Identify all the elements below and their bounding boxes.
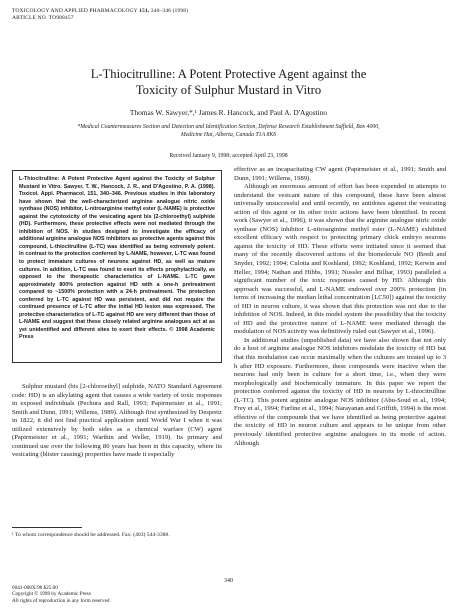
copyright-line: Copyright © 1998 by Academic Press (12, 591, 91, 598)
body-paragraph: In additional studies (unpublished data) we have also shown that not only do a host of arginine analogue NOS inhibitors modulate the toxicity of HD but that this modulation can occur maximally when the cultures are treated up to 3 h after HD exposure. Furthermore, these compounds were inactive when the neurons had only been in culture for a short time, i.e., when they were morphologically and biochemically immature. In this paper we report the protection conferred against the toxicity of HD in neurons by L-thiocitrulline (L-TC). This potent arginine analogue NOS inhibitor (Abu-Soud et al., 1994; Frey et al., 1994; Furfine et al., 1994; Narayanan and Griffith, 1994) is the most effective of the compounds that we have identified as being protective against the toxicity of HD in neuron culture and appears to be unique from other previously identified protective arginine analogues in its mode of action. Although (234, 336, 446, 447)
body-paragraph: Sulphur mustard (bis [2-chloroethyl] sulphide, NATO Standard Agreement code: HD) is an alkylating agent that causes a wide variety of toxic responses in exposed individuals (Pechura and Rall, 1993; Papirmeister et al., 1991; Smith and Dunn, 1991; Willems, 1989). Although first synthesized by Despretz in 1822, it did not find practical application until World War I when it was utilized extensively by both sides as a chemical warfare (CW) agent (Papirmeister et al., 1991; Warthin and Weller, 1919). Its primary and continued use over the following 80 years has been in this capacity, where its vesicating (blister causing) properties have made it especially (12, 383, 222, 459)
journal-volume: 151, (139, 8, 150, 14)
issn-price: 0041-008X/98 $25.00 (12, 585, 58, 591)
journal-pages: 340–346 (1998) (150, 8, 189, 14)
abstract-text: L-Thiocitrulline: A Potent Protective Agent against the Toxicity of Sulphur Mustard in Vitro. Sawyer, T. W., Hancock, J. R., and D'Agostino, P. A. (1998). Toxicol. Appl. Pharmacol. 151, 340–346. Previous studies in this laboratory have shown that the well-characterized arginine analogue nitric oxide synthase (NOS) inhibitor, L-nitroarginine methyl ester (L-NAME) is protective against the cytotoxicity of the vesicating agent bis (2-chloroethyl) sulphide (HD). Furthermore, these protective effects were not mediated through the inhibition of NOS. In studies designed to investigate the efficacy of additional arginine analogue NOS inhibitors as protective agents against this compound, L-thiocitrulline (L-TC) was identified as being extremely potent. In contrast to the protection conferred by L-NAME, however, L-TC was found to protect immature cultures of neurons against HD, as well as mature cultures. In addition, L-TC was found to exert its effects prophylactically, as opposed to the therapeutic characteristics of L-NAME. L-TC gave approximately 800% protection against HD with a one-h pretreatment compared to ~1500% protection with a 24-h pretreatment. The protection conferred by L-TC against HD was persistent, and did not require the continued presence of L-TC after the initial HD lesion was expressed. The protective characteristics of L-TC against HD are very different than those of L-NAME and suggest that these closely related arginine analogues act at as yet unidentified and different sites to exert their effects. © 1998 Academic Press (19, 176, 215, 341)
abstract-box (12, 170, 222, 363)
footnote-rule (12, 527, 82, 528)
copyright-block (12, 585, 111, 604)
title-line-2: Toxicity of Sulphur Mustard in Vitro (135, 83, 322, 97)
article-number: ARTICLE NO. TO988457 (12, 15, 74, 22)
affiliation-line-2: Medicine Hat, Alberta, Canada T1A 8K6 (180, 132, 277, 138)
left-column (12, 383, 222, 460)
title-line-1: L-Thiocitrulline: A Potent Protective Agent against the (90, 67, 367, 81)
body-paragraph: Although an enormous amount of effort has been expended in attempts to understand the vesicant nature of this compound, these have been almost universally unsuccessful and until recently, no antidotes against the vesicating action of this agent or its other toxic actions have been identified. In recent work (Sawyer et al., 1996), it was shown that the arginine analogue nitric oxide synthase (NOS) inhibitor L-nitroarginine methyl ester (L-NAME) exhibited excellent efficacy with respect to protecting primary chick embryo neurons against the toxicity of HD. These efforts were initiated since it seemed that many of the recently discovered actions of the biomolecule NO (Bredt and Snyder, 1992; 1994; Culotta and Koshland, 1992; Koshland, 1992; Kerwin and Heller, 1994; Nathan and Hibbs, 1991; Nussler and Billiar, 1993) paralleled a significant number of the toxic responses caused by HD. Although this approach was successful, and L-NAME endowed over 200% protection (in terms of increasing the median lethal concentration [LC50]) against the toxicity of HD in neuron culture, it was shown that this protection was not due to the inhibition of NOS. Indeed, in this model system the possibility that the toxicity of HD and the protective nature of L-NAME were mediated through the modulation of NOS activity was definitively ruled out (Sawyer et al., 1996). (234, 183, 446, 336)
affiliation (20, 123, 437, 139)
authors: Thomas W. Sawyer,*,¹ James R. Hancock, and Paul A. D'Agostino (129, 108, 328, 117)
page-number: 340 (224, 578, 233, 584)
received-dates: Received January 9, 1998; accepted April 23, 1998 (169, 153, 288, 159)
journal-name: TOXICOLOGY AND APPLIED PHARMACOLOGY (12, 8, 138, 14)
rights-line: All rights of reproduction in any form reserved. (12, 597, 111, 604)
running-header (12, 8, 188, 22)
affiliation-line-1: *Medical Countermeasures Section and Detection and Identification Section, Defense Research Establishment Suffield, Box 4000, (77, 124, 380, 130)
body-paragraph: effective as an incapacitating CW agent (Papirmeister et al., 1991; Smith and Dunn, 1991; Willems, 1989). (234, 166, 446, 182)
right-column (234, 166, 446, 448)
article-title (0, 66, 457, 98)
footnote: ¹ To whom correspondence should be addressed. Fax: (403) 544-3388. (12, 532, 170, 538)
